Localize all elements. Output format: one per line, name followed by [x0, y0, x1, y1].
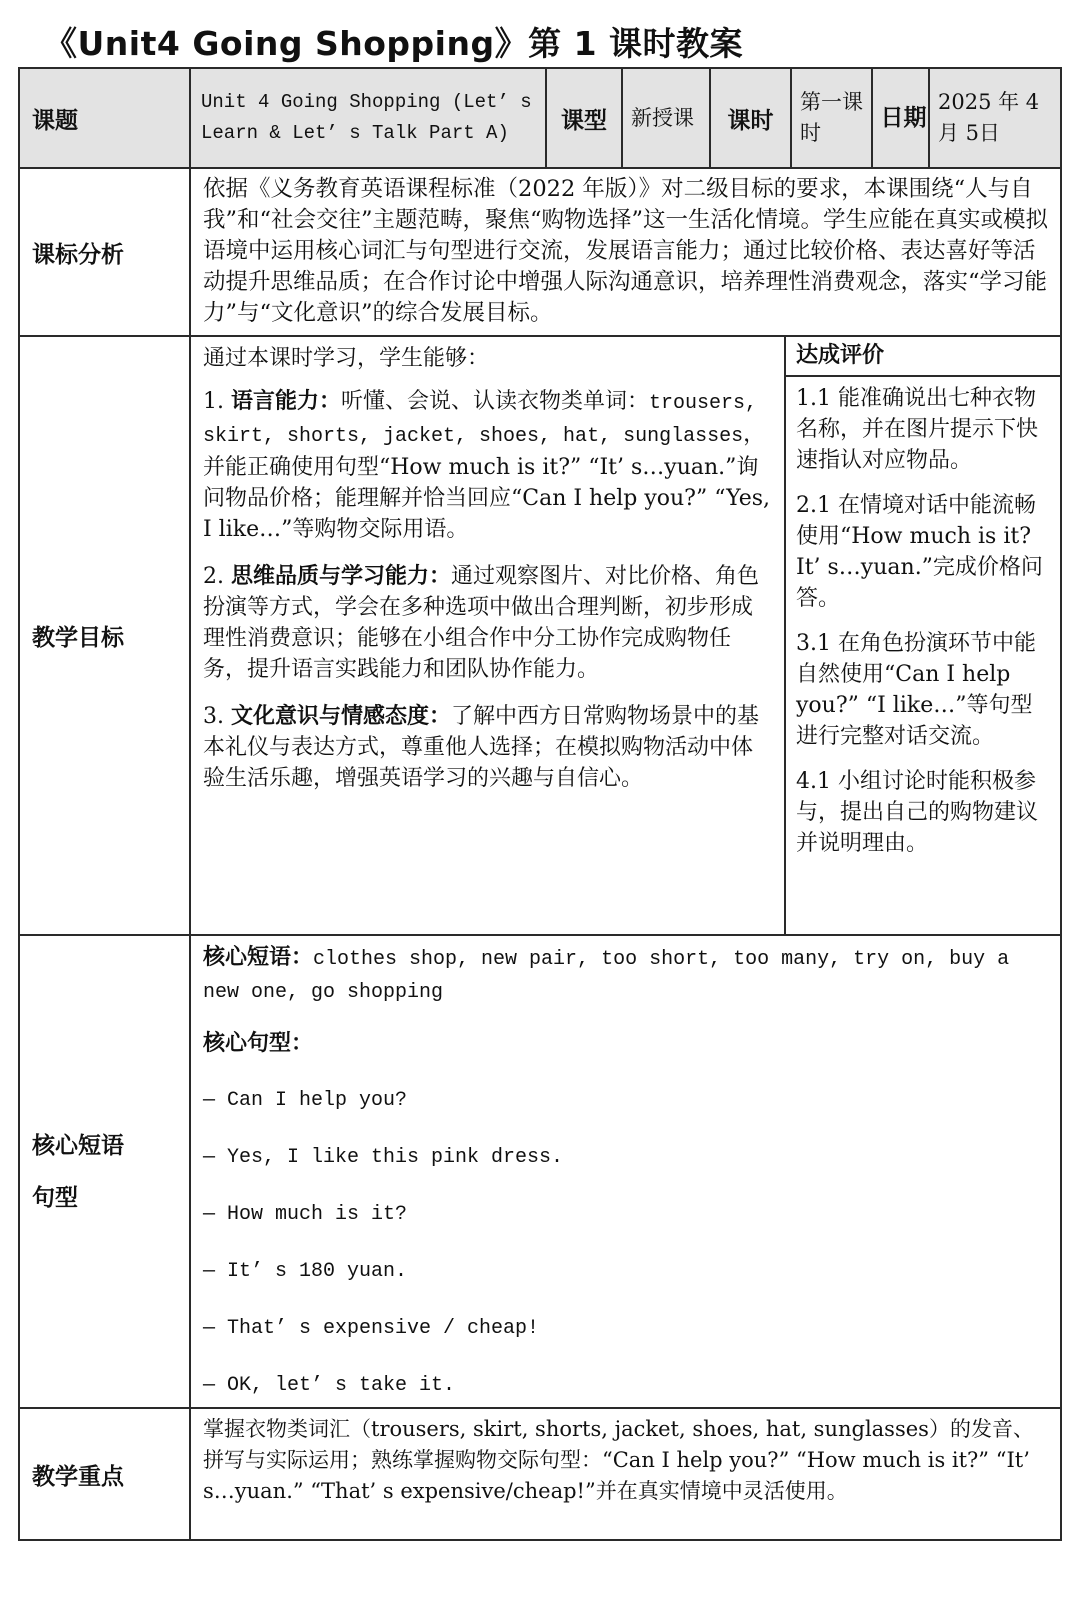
assessment-item: 2.1 在情境对话中能流畅使用“How much is it? It’ s…yuan.”完成价格问答。 [796, 493, 1043, 611]
core-label-line1: 核心短语 [32, 1132, 124, 1159]
core-phrases-label: 核心短语： [203, 945, 314, 970]
period-value: 第一课时 [791, 68, 872, 168]
assessment-list [786, 377, 1060, 859]
assessment-panel [786, 337, 1060, 934]
document-title: 《Unit4 Going Shopping》第 1 课时教案 [44, 24, 744, 63]
core-phrases [203, 942, 1048, 1008]
sentence-line: — How much is it? [203, 1203, 408, 1226]
objective-title: 思维品质与学习能力： [230, 564, 451, 589]
lesson-plan-table [18, 67, 1062, 1541]
topic-label: 课题 [19, 68, 190, 168]
standards-label: 课标分析 [19, 168, 190, 336]
core-phrases-text: clothes shop, new pair, too short, too many, try on, buy a new one, go shopping [203, 948, 1010, 1004]
focus-row [19, 1408, 1061, 1540]
date-value: 2025 年 4 月 5日 [929, 68, 1061, 168]
vocabulary-words: trousers, skirt, shorts, jacket, shoes, hat, sunglasses [203, 392, 758, 448]
core-sentences-label: 核心句型： [203, 1031, 314, 1056]
lesson-type-value: 新授课 [622, 68, 710, 168]
sentence-line: — It’ s 180 yuan. [203, 1260, 408, 1283]
core-row [19, 935, 1061, 1408]
objective-title: 文化意识与情感态度： [230, 704, 451, 729]
assessment-item: 1.1 能准确说出七种衣物名称，并在图片提示下快速指认对应物品。 [796, 386, 1039, 473]
focus-text: 掌握衣物类词汇（trousers, skirt, shorts, jacket, shoes, hat, sunglasses）的发音、拼写与实际运用；熟练掌握购物交际句型：“Can I help you?” “How much is it?” “It’ s…yuan.” “That’ s expensive/cheap!”并在真实情境中灵活使用。 [190, 1408, 1061, 1540]
assessment-item: 4.1 小组讨论时能积极参与，提出自己的购物建议并说明理由。 [796, 769, 1039, 856]
standards-row [19, 168, 1061, 336]
objective-item-1: 1. 语言能力：听懂、会说、认读衣物类单词：trousers, skirt, shorts, jacket, shoes, hat, sunglasses，并能正确使用句型“How much is it?” “It’ s…yuan.”询问物品价格；能理解并恰当回应“Can I help you?” “Yes, I like…”等购物交际用语。 [203, 389, 770, 542]
core-label-line2: 句型 [32, 1184, 78, 1211]
objective-item-3: 3. 文化意识与情感态度：了解中西方日常购物场景中的基本礼仪与表达方式，尊重他人选择；在模拟购物活动中体验生活乐趣，增强英语学习的兴趣与自信心。 [203, 704, 760, 791]
assessment-item: 3.1 在角色扮演环节中能自然使用“Can I help you?” “I like…”等句型进行完整对话交流。 [796, 631, 1036, 749]
focus-label: 教学重点 [19, 1408, 190, 1540]
date-label: 日期 [872, 68, 929, 168]
objectives-split [191, 337, 1060, 934]
objectives-intro: 通过本课时学习，学生能够： [203, 346, 490, 371]
period-label: 课时 [710, 68, 791, 168]
sentence-line: — OK, let’ s take it. [203, 1374, 456, 1397]
lesson-type-label: 课型 [546, 68, 622, 168]
topic-value: Unit 4 Going Shopping (Let’ s Learn & Let’ s Talk Part A) [190, 68, 546, 168]
sentence-line: — That’ s expensive / cheap! [203, 1317, 540, 1340]
header-row [19, 68, 1061, 168]
assessment-header: 达成评价 [786, 337, 1060, 377]
objective-item-2: 2. 思维品质与学习能力：通过观察图片、对比价格、角色扮演等方式，学会在多种选项中做出合理判断，初步形成理性消费意识；能够在小组合作中分工协作完成购物任务，提升语言实践能力和团队协作能力。 [203, 564, 760, 682]
core-label [19, 935, 190, 1408]
objectives-label: 教学目标 [19, 336, 190, 935]
core-content [190, 935, 1061, 1408]
objective-title: 语言能力： [230, 389, 341, 414]
objectives-content [191, 337, 786, 934]
standards-text: 依据《义务教育英语课程标准（2022 年版）》对二级目标的要求，本课围绕“人与自我”和“社会交往”主题范畴，聚焦“购物选择”这一生活化情境。学生应能在真实或模拟语境中运用核心词汇与句型进行交流，发展语言能力；通过比较价格、表达喜好等活动提升思维品质；在合作讨论中增强人际沟通意识，培养理性消费观念，落实“学习能力”与“文化意识”的综合发展目标。 [190, 168, 1061, 336]
sentence-line: — Can I help you? [203, 1089, 408, 1112]
objectives-row [19, 336, 1061, 935]
sentence-line: — Yes, I like this pink dress. [203, 1146, 564, 1169]
